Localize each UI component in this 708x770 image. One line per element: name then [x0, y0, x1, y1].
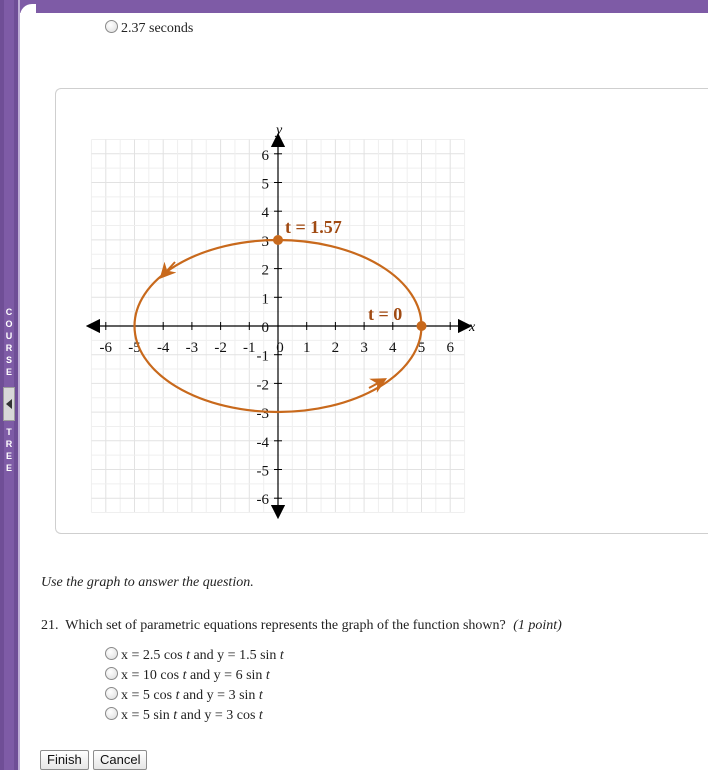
course-tree-letter: U — [5, 331, 13, 341]
course-tree-letter: R — [5, 439, 13, 449]
course-tree-sidebar[interactable] — [0, 0, 20, 770]
equation-y: y = 3 sin — [206, 688, 259, 703]
variable-t: t — [265, 668, 270, 683]
equation-y: y = 6 sin — [213, 668, 266, 683]
course-tree-letter: R — [5, 343, 13, 353]
conjunction: and — [179, 688, 207, 703]
y-tick-label: -2 — [256, 377, 269, 394]
radio-button[interactable] — [105, 20, 118, 33]
variable-t: t — [258, 688, 263, 703]
course-tree-letter: O — [5, 319, 13, 329]
x-tick-label: -6 — [99, 340, 113, 356]
course-tree-letter: E — [5, 463, 12, 473]
x-tick-label: 5 — [417, 340, 426, 356]
conjunction: and — [186, 668, 214, 683]
x-tick-label: 4 — [389, 340, 397, 356]
y-tick-label: -4 — [256, 434, 269, 451]
equation-x: x = 5 cos — [121, 688, 176, 703]
course-tree-letter: T — [6, 427, 12, 437]
point-label-t-1-57: t = 1.57 — [285, 217, 342, 237]
x-tick-label: 2 — [331, 340, 340, 356]
answer-option[interactable] — [105, 647, 284, 667]
x-tick-label: 0 — [276, 340, 284, 356]
equation-x: x = 10 cos — [121, 668, 183, 683]
answer-option[interactable] — [105, 667, 284, 687]
question-prompt — [41, 618, 562, 634]
question-text: Which set of parametric equations represents the graph of the function shown? — [65, 618, 506, 633]
variable-t: t — [175, 688, 180, 703]
ellipse-graph — [85, 120, 485, 520]
variable-t: t — [279, 648, 284, 663]
option-label: 2.37 seconds — [121, 21, 194, 36]
y-tick-label: 1 — [261, 291, 269, 308]
x-tick-label: -2 — [214, 340, 227, 356]
cancel-button[interactable]: Cancel — [93, 750, 147, 770]
point-t-1-57 — [273, 235, 283, 245]
header-corner — [20, 4, 36, 24]
radio-button[interactable] — [105, 647, 118, 660]
course-tree-bar — [4, 0, 14, 770]
y-tick-label: 6 — [261, 147, 269, 164]
y-tick-label: 0 — [261, 320, 269, 336]
collapse-arrow-icon[interactable] — [3, 387, 15, 421]
y-tick-label: 3 — [261, 233, 269, 250]
x-tick-label: -3 — [185, 340, 199, 356]
variable-t: t — [186, 648, 190, 663]
y-tick-label: 5 — [261, 176, 269, 193]
x-tick-label: -4 — [156, 340, 170, 356]
x-tick-label: 3 — [360, 340, 368, 356]
point-label-t-0: t = 0 — [368, 304, 403, 324]
question-number: 21. — [41, 618, 59, 633]
y-axis-label: y — [276, 123, 283, 138]
conjunction: and — [177, 708, 205, 723]
course-tree-letter: C — [5, 307, 13, 317]
equation-y: y = 1.5 sin — [217, 648, 280, 663]
x-tick-labels — [100, 322, 455, 356]
course-tree-letter: E — [5, 367, 12, 377]
y-tick-label: -3 — [256, 406, 269, 423]
answer-option[interactable] — [105, 687, 284, 707]
conjunction: and — [189, 648, 218, 663]
y-tick-label: -1 — [256, 348, 269, 365]
previous-answer-option[interactable] — [105, 20, 193, 37]
x-tick-label: -1 — [243, 340, 256, 356]
y-tick-label: 4 — [261, 205, 269, 222]
radio-button[interactable] — [105, 707, 118, 720]
variable-t: t — [173, 708, 178, 723]
variable-t: t — [182, 668, 187, 683]
radio-button[interactable] — [105, 687, 118, 700]
x-axis-label: x — [469, 320, 476, 335]
question-points: (1 point) — [513, 618, 562, 633]
radio-button[interactable] — [105, 667, 118, 680]
header-bar — [20, 0, 708, 13]
y-tick-label: 2 — [261, 262, 269, 279]
equation-x: x = 2.5 cos — [121, 648, 187, 663]
y-tick-label: -6 — [256, 492, 269, 509]
equation-y: y = 3 cos — [204, 708, 259, 723]
answer-option[interactable] — [105, 707, 284, 727]
x-tick-label: -5 — [128, 340, 141, 356]
y-tick-label: -5 — [256, 463, 269, 480]
x-tick-label: 6 — [446, 340, 454, 356]
finish-button[interactable]: Finish — [40, 750, 89, 770]
course-tree-letter: S — [5, 355, 12, 365]
variable-t: t — [258, 708, 263, 723]
x-tick-label: 1 — [302, 340, 311, 356]
equation-x: x = 5 sin — [121, 708, 174, 723]
answer-choices — [105, 647, 284, 727]
course-tree-letter: E — [5, 451, 12, 461]
point-t-0 — [417, 321, 427, 331]
instructions-text: Use the graph to answer the question. — [41, 575, 254, 590]
